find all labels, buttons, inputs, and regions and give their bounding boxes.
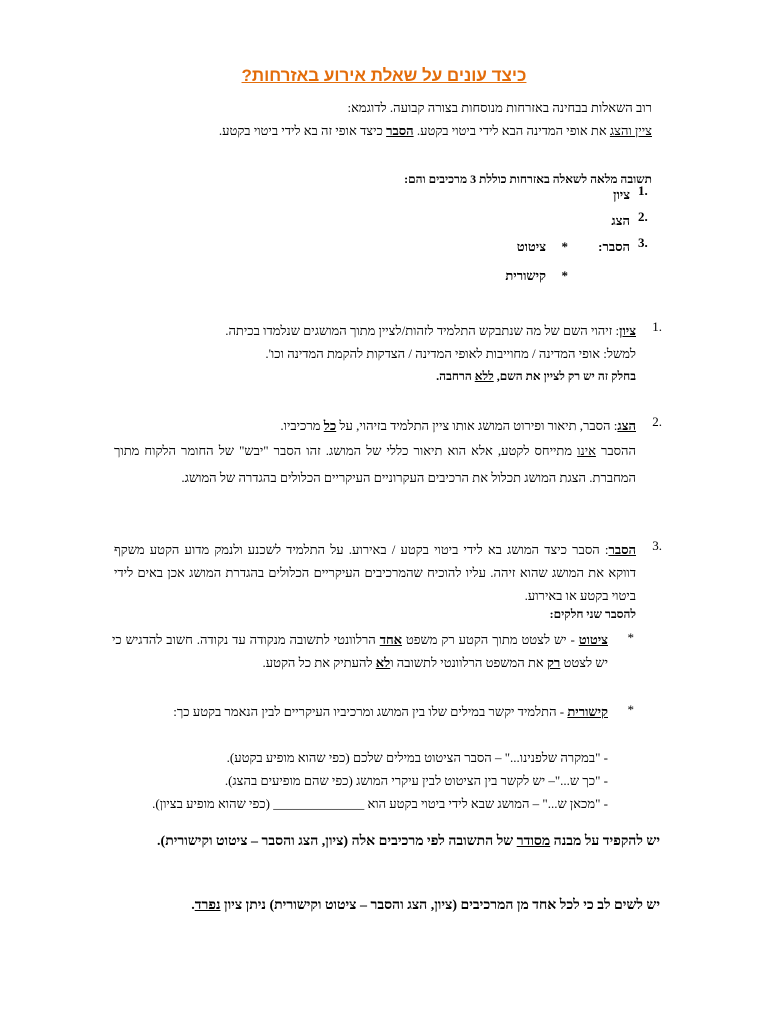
link-text: - התלמיד יקשר במילים שלו בין המושג ומרכיביו העיקריים לבין הנאמר בקטע כך:: [173, 704, 568, 719]
component-item-2: [638, 209, 660, 225]
quote-one: אחד: [379, 632, 402, 647]
quote-text-1: - יש לצטט מתוך הקטע רק משפט: [401, 632, 579, 647]
section2-p-rest: מתייחס לקטע, אלא הוא תיאור כללי של המושג. זהו הסבר "יבש" של החומר הלקוח מתוך המחברת. הצגת המושג תכלול את הרכיבים העקרוניים העיקריים הכלולים בהגדרה של המושג.: [114, 443, 636, 485]
section2-num: 2.: [652, 414, 662, 429]
section1-num: 1.: [652, 319, 662, 334]
link-paragraph: [112, 700, 608, 723]
component-label-2: הצג: [611, 213, 630, 228]
component-num-1: 1.: [638, 183, 648, 198]
section2-p-start: ההסבר: [595, 443, 636, 458]
note-separate-word: נפרד: [194, 898, 221, 913]
components-heading: תשובה מלאה לשאלה באזרחות כוללת 3 מרכיבים והם:: [404, 172, 652, 186]
quote-paragraph: [112, 628, 608, 674]
note-structure-text: יש להקפיד על מבנה: [550, 834, 660, 849]
note-structure-ordered: מסודר: [516, 834, 551, 849]
component-item-3: [638, 235, 660, 251]
section3-text: : הסבר כיצד המושג בא לידי ביטוי בקטע / באירוע. על התלמיד לשכנע ולנמק מדוע הקטע משקף דווקא את המושג שהוא זיהה. עליו להוכיח שהמרכיבים העיקריים הכלולים בהגדרת המושג אכן באים לידי ביטוי בקטע או באירוע.: [114, 542, 636, 603]
component-item-1: [638, 183, 660, 199]
section1-example: למשל: אופי המדינה / מחוייבות לאופי המדינה / הצדקות להקמת המדינה וכו'.: [265, 346, 636, 361]
note-separate-end: .: [191, 898, 195, 913]
section2-paragraph: [114, 437, 636, 491]
note-structure-rest: של התשובה לפי מרכיבים אלה (ציון, הצג והסבר – ציטוט וקישורית).: [157, 834, 517, 849]
section1-note: [116, 365, 636, 388]
intro-line-1: [92, 96, 652, 119]
link-star: *: [627, 702, 634, 717]
section2-text-end: מרכיביו.: [280, 418, 324, 433]
quote-only: רק: [546, 655, 561, 670]
section2-term: הצג: [617, 418, 636, 433]
component-star-2: *: [561, 268, 568, 283]
section1-note-end: הרחבה.: [436, 369, 475, 383]
link-term: קישורית: [567, 704, 608, 719]
section3-paragraph: [114, 538, 636, 607]
quote-text-4: להעתיק את כל הקטע.: [262, 655, 376, 670]
section2-all: כל: [323, 418, 337, 433]
component-label-3: הסבר:: [598, 239, 630, 254]
intro-hesber: הסבר: [386, 123, 414, 138]
section3-parts-heading: להסבר שני חלקים:: [549, 607, 636, 621]
section1-note-without: ללא: [474, 369, 494, 383]
section2-p-not: אינו: [577, 443, 596, 458]
quote-text-2: הרלוונטי לתשובה מנקודה עד נקודה. חשוב להדגיש כי יש לצטט: [112, 632, 608, 670]
note-separate-text: יש לשים לב כי לכל אחד מן המרכיבים (ציון, הצג והסבר – ציטוט וקישורית) ניתן ציון: [220, 898, 660, 913]
component-num-2: 2.: [638, 209, 648, 224]
component-num-3: 3.: [638, 235, 648, 250]
intro-text-3: כיצד אופי זה בא לידי ביטוי בקטע.: [218, 123, 387, 138]
section3-num: 3.: [652, 538, 662, 553]
section1-text: : זיהוי השם של מה שנתבקש התלמיד לזהות/לציין מתוך המושגים שנלמדו בכיתה.: [225, 323, 620, 338]
intro-text-2: את אופי המדינה הבא לידי ביטוי בקטע.: [413, 123, 610, 138]
intro-ziyun: ציין: [635, 123, 652, 138]
intro-hatzeg: הצג: [609, 123, 629, 138]
note-separate-grade: [108, 894, 660, 918]
component-label-1: ציון: [613, 187, 630, 202]
intro-and: ו: [628, 123, 636, 138]
quote-not: לא: [375, 655, 391, 670]
component-sub-quote: ציטוט: [516, 239, 546, 254]
section2-text: : הסבר, תיאור ופירוט המושג אותו ציין התלמיד בזיהוי, על: [336, 418, 618, 433]
quote-star: *: [627, 630, 634, 645]
section1-line-1: [116, 319, 636, 342]
link-bullet-1: - "במקרה שלפנינו..." – הסבר הציטוט במילים שלכם (כפי שהוא מופיע בקטע).: [226, 750, 608, 765]
intro-text: רוב השאלות בבחינה באזרחות מנוסחות בצורה קבועה. לדוגמא:: [347, 100, 652, 115]
link-bullet-2: - "כך ש..."– יש לקשר בין הציטוט לבין עיקרי המושג (כפי שהם מופיעים בהצג).: [224, 773, 608, 788]
page-title: כיצד עונים על שאלת אירוע באזרחות?: [241, 66, 527, 85]
component-sub-link: קישורית: [505, 268, 546, 283]
section2-line-1: [116, 414, 636, 437]
note-structure: [108, 830, 660, 854]
section1-term: ציון: [619, 323, 636, 338]
component-star-1: *: [561, 239, 568, 254]
link-bullet-3: - "מכאן ש..." – המושג שבא לידי ביטוי בקטע הוא ______________ (כפי שהוא מופיע בציון).: [152, 796, 608, 811]
intro-line-2: [92, 119, 652, 142]
quote-term: ציטוט: [578, 632, 608, 647]
section1-note-text: בחלק זה יש רק לציין את השם,: [493, 369, 636, 383]
quote-text-3: את המשפט הרלוונטי לתשובה ו: [390, 655, 547, 670]
section3-term: הסבר: [608, 542, 636, 557]
